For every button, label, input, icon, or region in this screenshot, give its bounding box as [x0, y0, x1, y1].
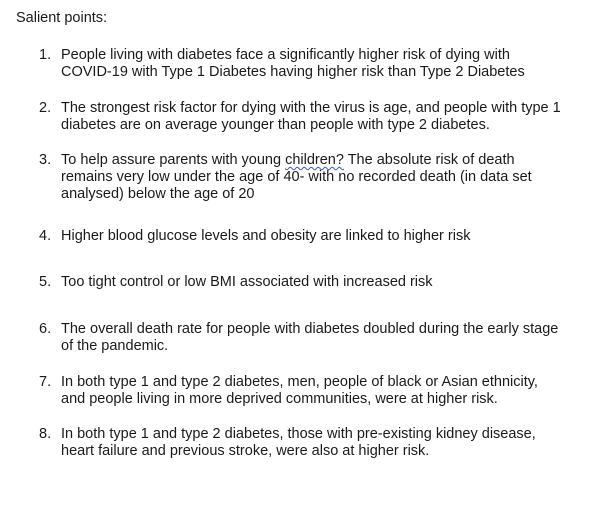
list-item-line: In both type 1 and type 2 diabetes, those with pre-existing kidney disease, — [61, 426, 536, 442]
line-segment: To help assure parents with young — [61, 152, 286, 168]
list-item-number: 8. — [39, 426, 52, 442]
line-segment: The absolute risk of death — [343, 152, 515, 168]
list-item-text — [61, 228, 596, 245]
list-item-number: 5. — [39, 274, 52, 290]
list-item-text — [61, 374, 596, 408]
document-heading: Salient points: — [16, 10, 108, 26]
list-item-line: In both type 1 and type 2 diabetes, men, people of black or Asian ethnicity, — [61, 374, 538, 390]
list-item-line: remains very low under the age of 40- with no recorded death (in data set — [61, 169, 532, 185]
list-item-line: heart failure and previous stroke, were also at higher risk. — [61, 443, 430, 459]
list-item-text — [61, 274, 596, 291]
list-item-line: Higher blood glucose levels and obesity are linked to higher risk — [61, 228, 471, 244]
list-item-number: 3. — [39, 152, 52, 168]
list-item-text — [61, 47, 596, 81]
list-item-line: The overall death rate for people with diabetes doubled during the early stage — [61, 321, 559, 337]
list-item-number: 1. — [39, 47, 52, 63]
list-item-line: of the pandemic. — [61, 338, 169, 354]
list-item-line: The strongest risk factor for dying with the virus is age, and people with type 1 — [61, 100, 561, 116]
list-item-line: COVID-19 with Type 1 Diabetes having higher risk than Type 2 Diabetes — [61, 64, 525, 80]
list-item-line: Too tight control or low BMI associated with increased risk — [61, 274, 433, 290]
list-item-text — [61, 426, 596, 460]
list-item-line: analysed) below the age of 20 — [61, 186, 255, 202]
list-item-line: People living with diabetes face a significantly higher risk of dying with — [61, 47, 510, 63]
list-item-number: 2. — [39, 100, 52, 116]
list-item-line: and people living in more deprived communities, were at higher risk. — [61, 391, 498, 407]
list-item-text — [61, 321, 596, 355]
list-item-number: 4. — [39, 228, 52, 244]
list-item-line — [61, 152, 596, 169]
list-item-line: diabetes are on average younger than people with type 2 diabetes. — [61, 117, 490, 133]
list-item-text — [61, 100, 596, 134]
spellcheck-flagged-word: children? — [285, 152, 344, 168]
list-item-number: 6. — [39, 321, 52, 337]
list-item-text — [61, 152, 596, 203]
list-item-number: 7. — [39, 374, 52, 390]
